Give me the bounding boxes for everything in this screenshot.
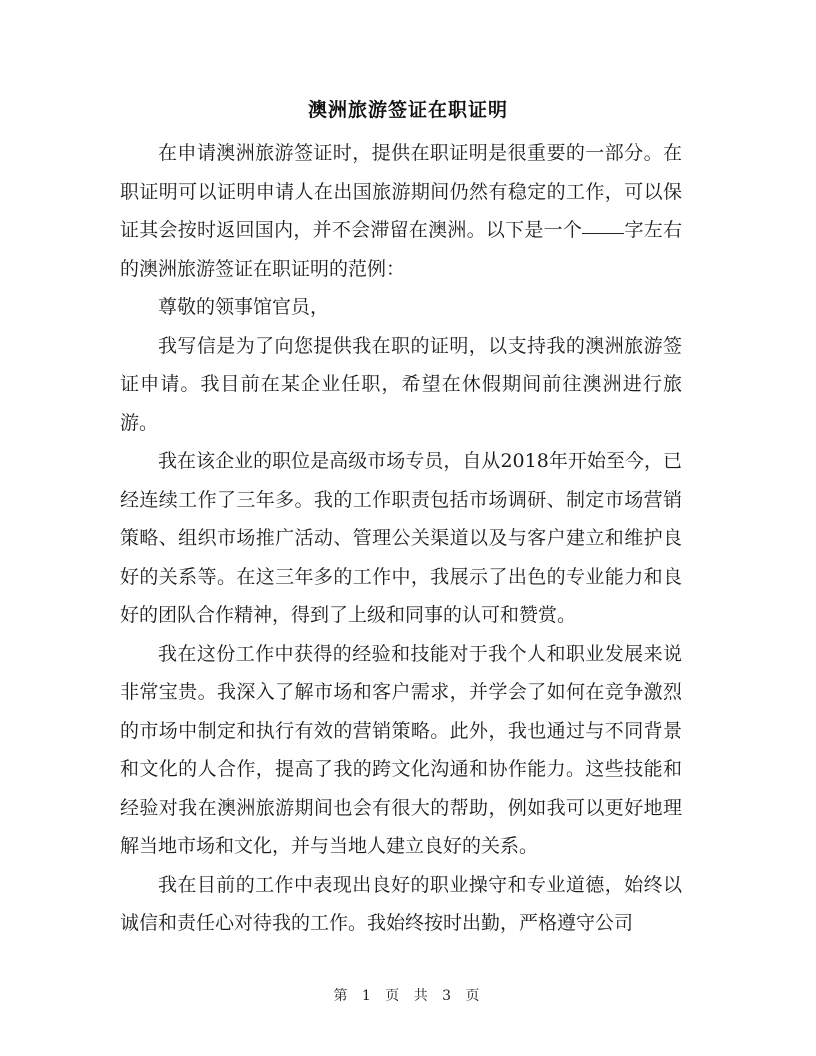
paragraph-salutation: 尊敬的领事馆官员， <box>158 296 330 318</box>
page-footer <box>0 985 816 1005</box>
paragraph-conduct: 我在目前的工作中表现出良好的职业操守和专业道德，始终以诚信和责任心对待我的工作。我始终按时出勤，严格遵守公司 <box>120 873 682 934</box>
paragraph-intro <box>120 134 682 288</box>
paragraph-position: 我在该企业的职位是高级市场专员，自从2018年开始至今，已经连续工作了三年多。我的工作职责包括市场调研、制定市场营销策略、组织市场推广活动、管理公关渠道以及与客户建立和维护良好的关系等。在这三年多的工作中，我展示了出色的专业能力和良好的团队合作精神，得到了上级和同事的认可和赞赏。 <box>120 450 682 626</box>
page-number-label: 第 1 页 共 3 页 <box>333 988 483 1004</box>
paragraph-experience: 我在这份工作中获得的经验和技能对于我个人和职业发展来说非常宝贵。我深入了解市场和客户需求，并学会了如何在竞争激烈的市场中制定和执行有效的营销策略。此外，我也通过与不同背景和文化的人合作，提高了我的跨文化沟通和协作能力。这些技能和经验对我在澳洲旅游期间也会有很大的帮助，例如我可以更好地理解当地市场和文化，并与当地人建立良好的关系。 <box>120 642 682 857</box>
blank-fill-line <box>582 232 624 234</box>
paragraph-intro-before: 在申请澳洲旅游签证时，提供在职证明是很重要的一部分。在职证明可以证明申请人在出国旅游期间仍然有稳定的工作，可以保证其会按时返回国内，并不会滞留在澳洲。以下是一个 <box>120 142 682 241</box>
document-title: 澳洲旅游签证在职证明 <box>307 99 508 121</box>
document-body <box>120 134 682 943</box>
paragraph-intro-after: 字左右的澳洲旅游签证在职证明的范例： <box>120 219 682 280</box>
paragraph-purpose: 我写信是为了向您提供我在职的证明，以支持我的澳洲旅游签证申请。我目前在某企业任职，希望在休假期间前往澳洲进行旅游。 <box>120 334 682 434</box>
